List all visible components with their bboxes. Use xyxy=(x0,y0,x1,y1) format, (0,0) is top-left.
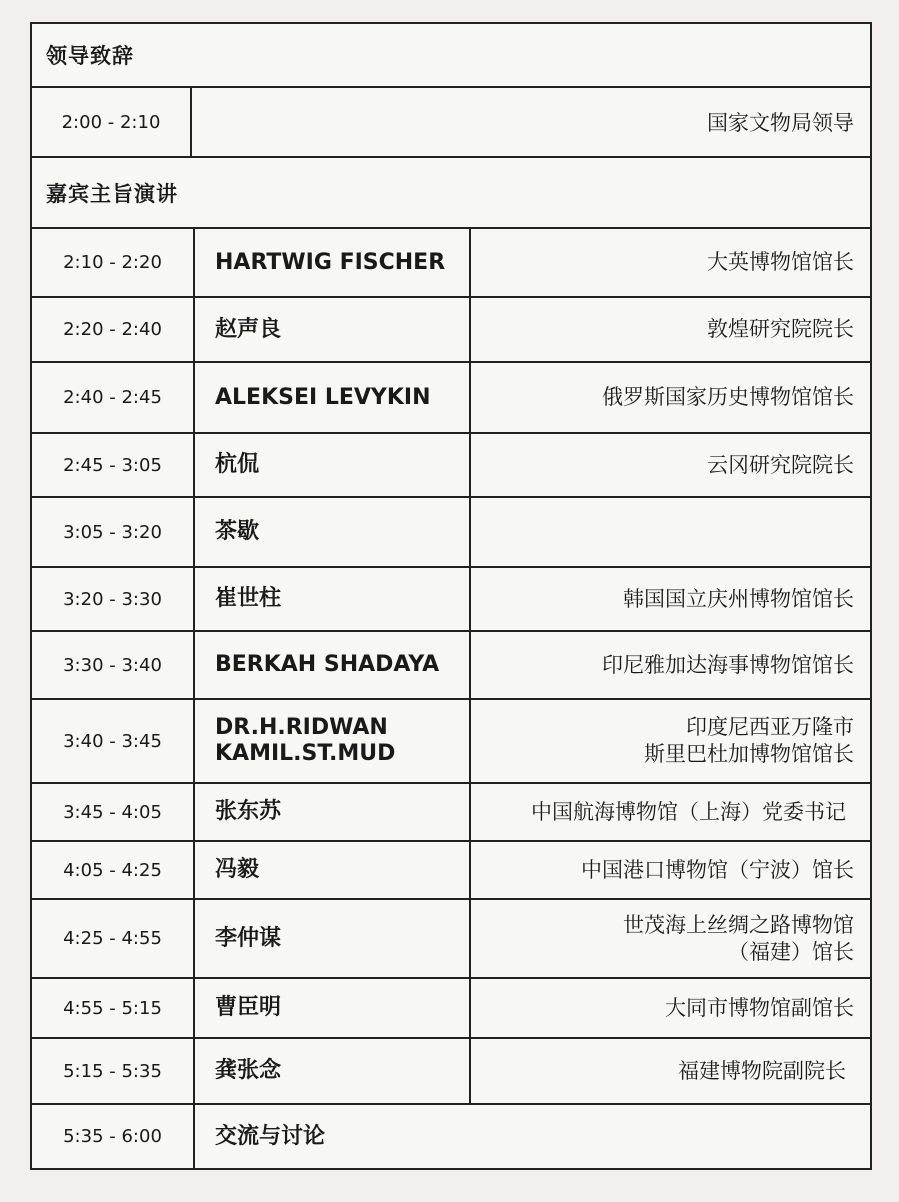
time-cell: 2:00 - 2:10 xyxy=(32,88,192,156)
role-cell: 大英博物馆馆长 xyxy=(707,250,854,274)
time-cell: 2:45 - 3:05 xyxy=(32,434,195,496)
table-row xyxy=(32,1039,870,1105)
schedule-table xyxy=(30,22,872,1170)
role-cell: 中国港口博物馆（宁波）馆长 xyxy=(581,857,854,882)
section-header xyxy=(32,24,870,88)
speaker-name: 曹臣明 xyxy=(195,979,471,1037)
role-cell: 世茂海上丝绸之路博物馆 （福建）馆长 xyxy=(623,912,854,964)
speaker-name: 崔世柱 xyxy=(195,568,471,630)
table-row xyxy=(32,784,870,842)
role-cell: 国家文物局领导 xyxy=(707,111,854,135)
speaker-name: BERKAH SHADAYA xyxy=(195,632,471,698)
role-cell: 韩国国立庆州博物馆馆长 xyxy=(623,586,854,611)
table-row xyxy=(32,1105,870,1168)
speaker-name: ALEKSEI LEVYKIN xyxy=(195,363,471,432)
role-cell: 印尼雅加达海事博物馆馆长 xyxy=(602,652,854,677)
table-row xyxy=(32,900,870,979)
speaker-name: 茶歇 xyxy=(195,498,471,566)
time-cell: 4:05 - 4:25 xyxy=(32,842,195,898)
speaker-name: DR.H.RIDWAN KAMIL.ST.MUD xyxy=(195,700,471,782)
role-cell: 印度尼西亚万隆市 斯里巴杜加博物馆馆长 xyxy=(644,715,854,766)
time-cell: 3:05 - 3:20 xyxy=(32,498,195,566)
role-cell xyxy=(471,498,870,566)
time-cell: 4:55 - 5:15 xyxy=(32,979,195,1037)
speaker-name: 冯毅 xyxy=(195,842,471,898)
role-cell: 福建博物院副院长 xyxy=(678,1058,846,1083)
time-cell: 5:15 - 5:35 xyxy=(32,1039,195,1103)
table-row xyxy=(32,298,870,363)
role-cell: 大同市博物馆副馆长 xyxy=(665,995,854,1020)
role-cell: 敦煌研究院院长 xyxy=(707,317,854,341)
speaker-name: 张东苏 xyxy=(195,784,471,840)
table-row xyxy=(32,88,870,158)
table-row xyxy=(32,979,870,1039)
time-cell: 4:25 - 4:55 xyxy=(32,900,195,977)
table-row xyxy=(32,632,870,700)
time-cell: 2:10 - 2:20 xyxy=(32,229,195,296)
table-row xyxy=(32,498,870,568)
time-cell: 3:20 - 3:30 xyxy=(32,568,195,630)
speaker-name: HARTWIG FISCHER xyxy=(195,229,471,296)
role-cell: 云冈研究院院长 xyxy=(707,452,854,477)
time-cell: 2:40 - 2:45 xyxy=(32,363,195,432)
speaker-name: 龚张念 xyxy=(195,1039,471,1103)
section-header xyxy=(32,158,870,229)
time-cell: 3:30 - 3:40 xyxy=(32,632,195,698)
speaker-name: 杭侃 xyxy=(195,434,471,496)
section-title: 领导致辞 xyxy=(46,44,134,68)
table-row xyxy=(32,229,870,298)
table-row xyxy=(32,363,870,434)
table-row xyxy=(32,700,870,784)
time-cell: 3:45 - 4:05 xyxy=(32,784,195,840)
role-cell: 俄罗斯国家历史博物馆馆长 xyxy=(602,385,854,409)
speaker-name: 赵声良 xyxy=(195,298,471,361)
table-row xyxy=(32,568,870,632)
time-cell: 2:20 - 2:40 xyxy=(32,298,195,361)
section-title: 嘉宾主旨演讲 xyxy=(46,181,178,206)
speaker-name: 李仲谋 xyxy=(195,900,471,977)
role-cell: 中国航海博物馆（上海）党委书记 xyxy=(531,799,846,824)
table-row xyxy=(32,434,870,498)
speaker-name: 交流与讨论 xyxy=(215,1123,326,1149)
time-cell: 5:35 - 6:00 xyxy=(32,1105,195,1168)
time-cell: 3:40 - 3:45 xyxy=(32,700,195,782)
table-row xyxy=(32,842,870,900)
